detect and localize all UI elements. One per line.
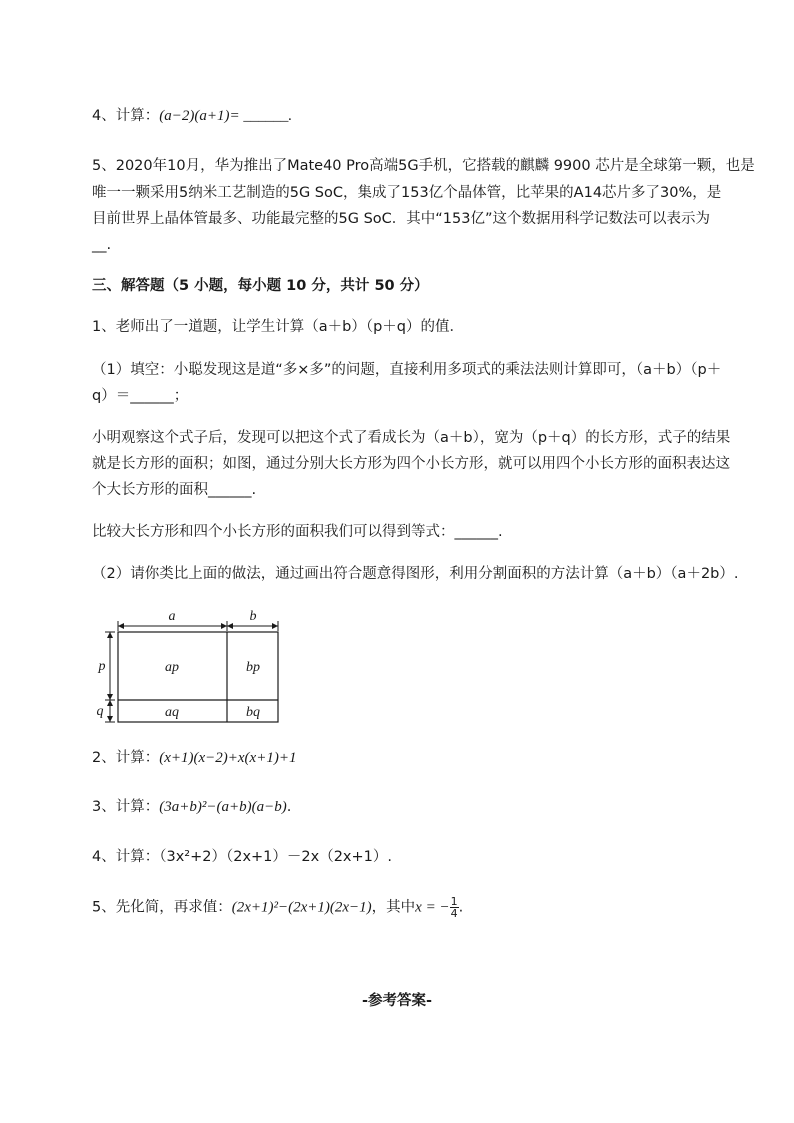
q3-label: 3、计算： <box>92 799 160 815</box>
q5-label: 5、先化简，再求值： <box>92 899 232 916</box>
cell-aq: aq <box>165 705 179 720</box>
cell-bp: bp <box>246 660 260 675</box>
q1-obs-line2: 就是长方形的面积；如图，通过分别大长方形为四个小长方形，就可以用四个小长方形的面积表达这 <box>92 456 730 472</box>
fill-q4 <box>92 106 292 126</box>
fill-q5-line4: __. <box>92 237 112 253</box>
fill-q4-label: 4、计算： <box>92 108 160 124</box>
cell-bq: bq <box>246 705 260 720</box>
q5-frac-num: 1 <box>450 895 458 908</box>
answer-title: -参考答案- <box>361 993 433 1009</box>
q1-part1-line2: q）＝______； <box>92 388 189 404</box>
fill-q5-line3: 目前世界上晶体管最多、功能最完整的5G SoC．其中“153亿”这个数据用科学记数法可以表示为 <box>92 211 710 227</box>
q5-frac-den: 4 <box>450 907 458 920</box>
q1-part1-line1: （1）填空：小聪发现这是道“多×多”的问题，直接利用多项式的乘法法则计算即可，（a＋b）（p＋ <box>92 362 722 378</box>
q5-mid: ，其中 <box>371 899 416 916</box>
label-a: a <box>168 609 176 624</box>
q3-expr: (3a+b)²−(a+b)(a−b) <box>159 799 287 815</box>
q4: 4、计算：（3x²+2）（2x+1）－2x（2x+1）. <box>92 849 392 865</box>
q1-obs-line3: 个大长方形的面积______. <box>92 482 257 498</box>
q2-label: 2、计算： <box>92 750 160 766</box>
fill-q4-expr: (a−2)(a+1)= ______. <box>159 108 293 124</box>
cell-ap: ap <box>165 660 179 675</box>
label-b: b <box>249 609 257 624</box>
q1-obs-line1: 小明观察这个式子后，发现可以把这个式了看成长为（a＋b），宽为（p＋q）的长方形，式子的结果 <box>92 430 731 446</box>
label-q: q <box>96 704 104 719</box>
fill-q5-line2: 唯一一颗采用5纳米工艺制造的5G SoC，集成了153亿个晶体管，比苹果的A14芯片多了30%，是 <box>92 185 722 201</box>
q5-expr: (2x+1)²−(2x+1)(2x−1) <box>231 899 372 916</box>
q5-fraction <box>450 896 459 919</box>
fill-q5-line1: 5、2020年10月，华为推出了Mate40 Pro高端5G手机，它搭载的麒麟 9900 芯片是全球第一颗，也是 <box>92 158 755 174</box>
q5-x-eq: x = − <box>415 899 450 916</box>
q1-part2: （2）请你类比上面的做法，通过画出符合题意得图形，利用分割面积的方法计算（a＋b）（a＋2b）. <box>92 566 739 582</box>
q1-intro: 1、老师出了一道题，让学生计算（a＋b）（p＋q）的值． <box>92 319 464 335</box>
q3 <box>92 797 291 817</box>
area-rectangle-figure <box>92 604 292 728</box>
label-p: p <box>98 659 106 674</box>
q5-end: . <box>458 899 464 916</box>
q2-expr: (x+1)(x−2)+x(x+1)+1 <box>159 750 297 766</box>
q2 <box>92 748 296 768</box>
q5 <box>92 896 463 919</box>
q1-compare: 比较大长方形和四个小长方形的面积我们可以得到等式：______. <box>92 524 503 540</box>
section-heading: 三、解答题（5 小题，每小题 10 分，共计 50 分） <box>92 278 429 294</box>
q3-end: . <box>286 799 292 815</box>
